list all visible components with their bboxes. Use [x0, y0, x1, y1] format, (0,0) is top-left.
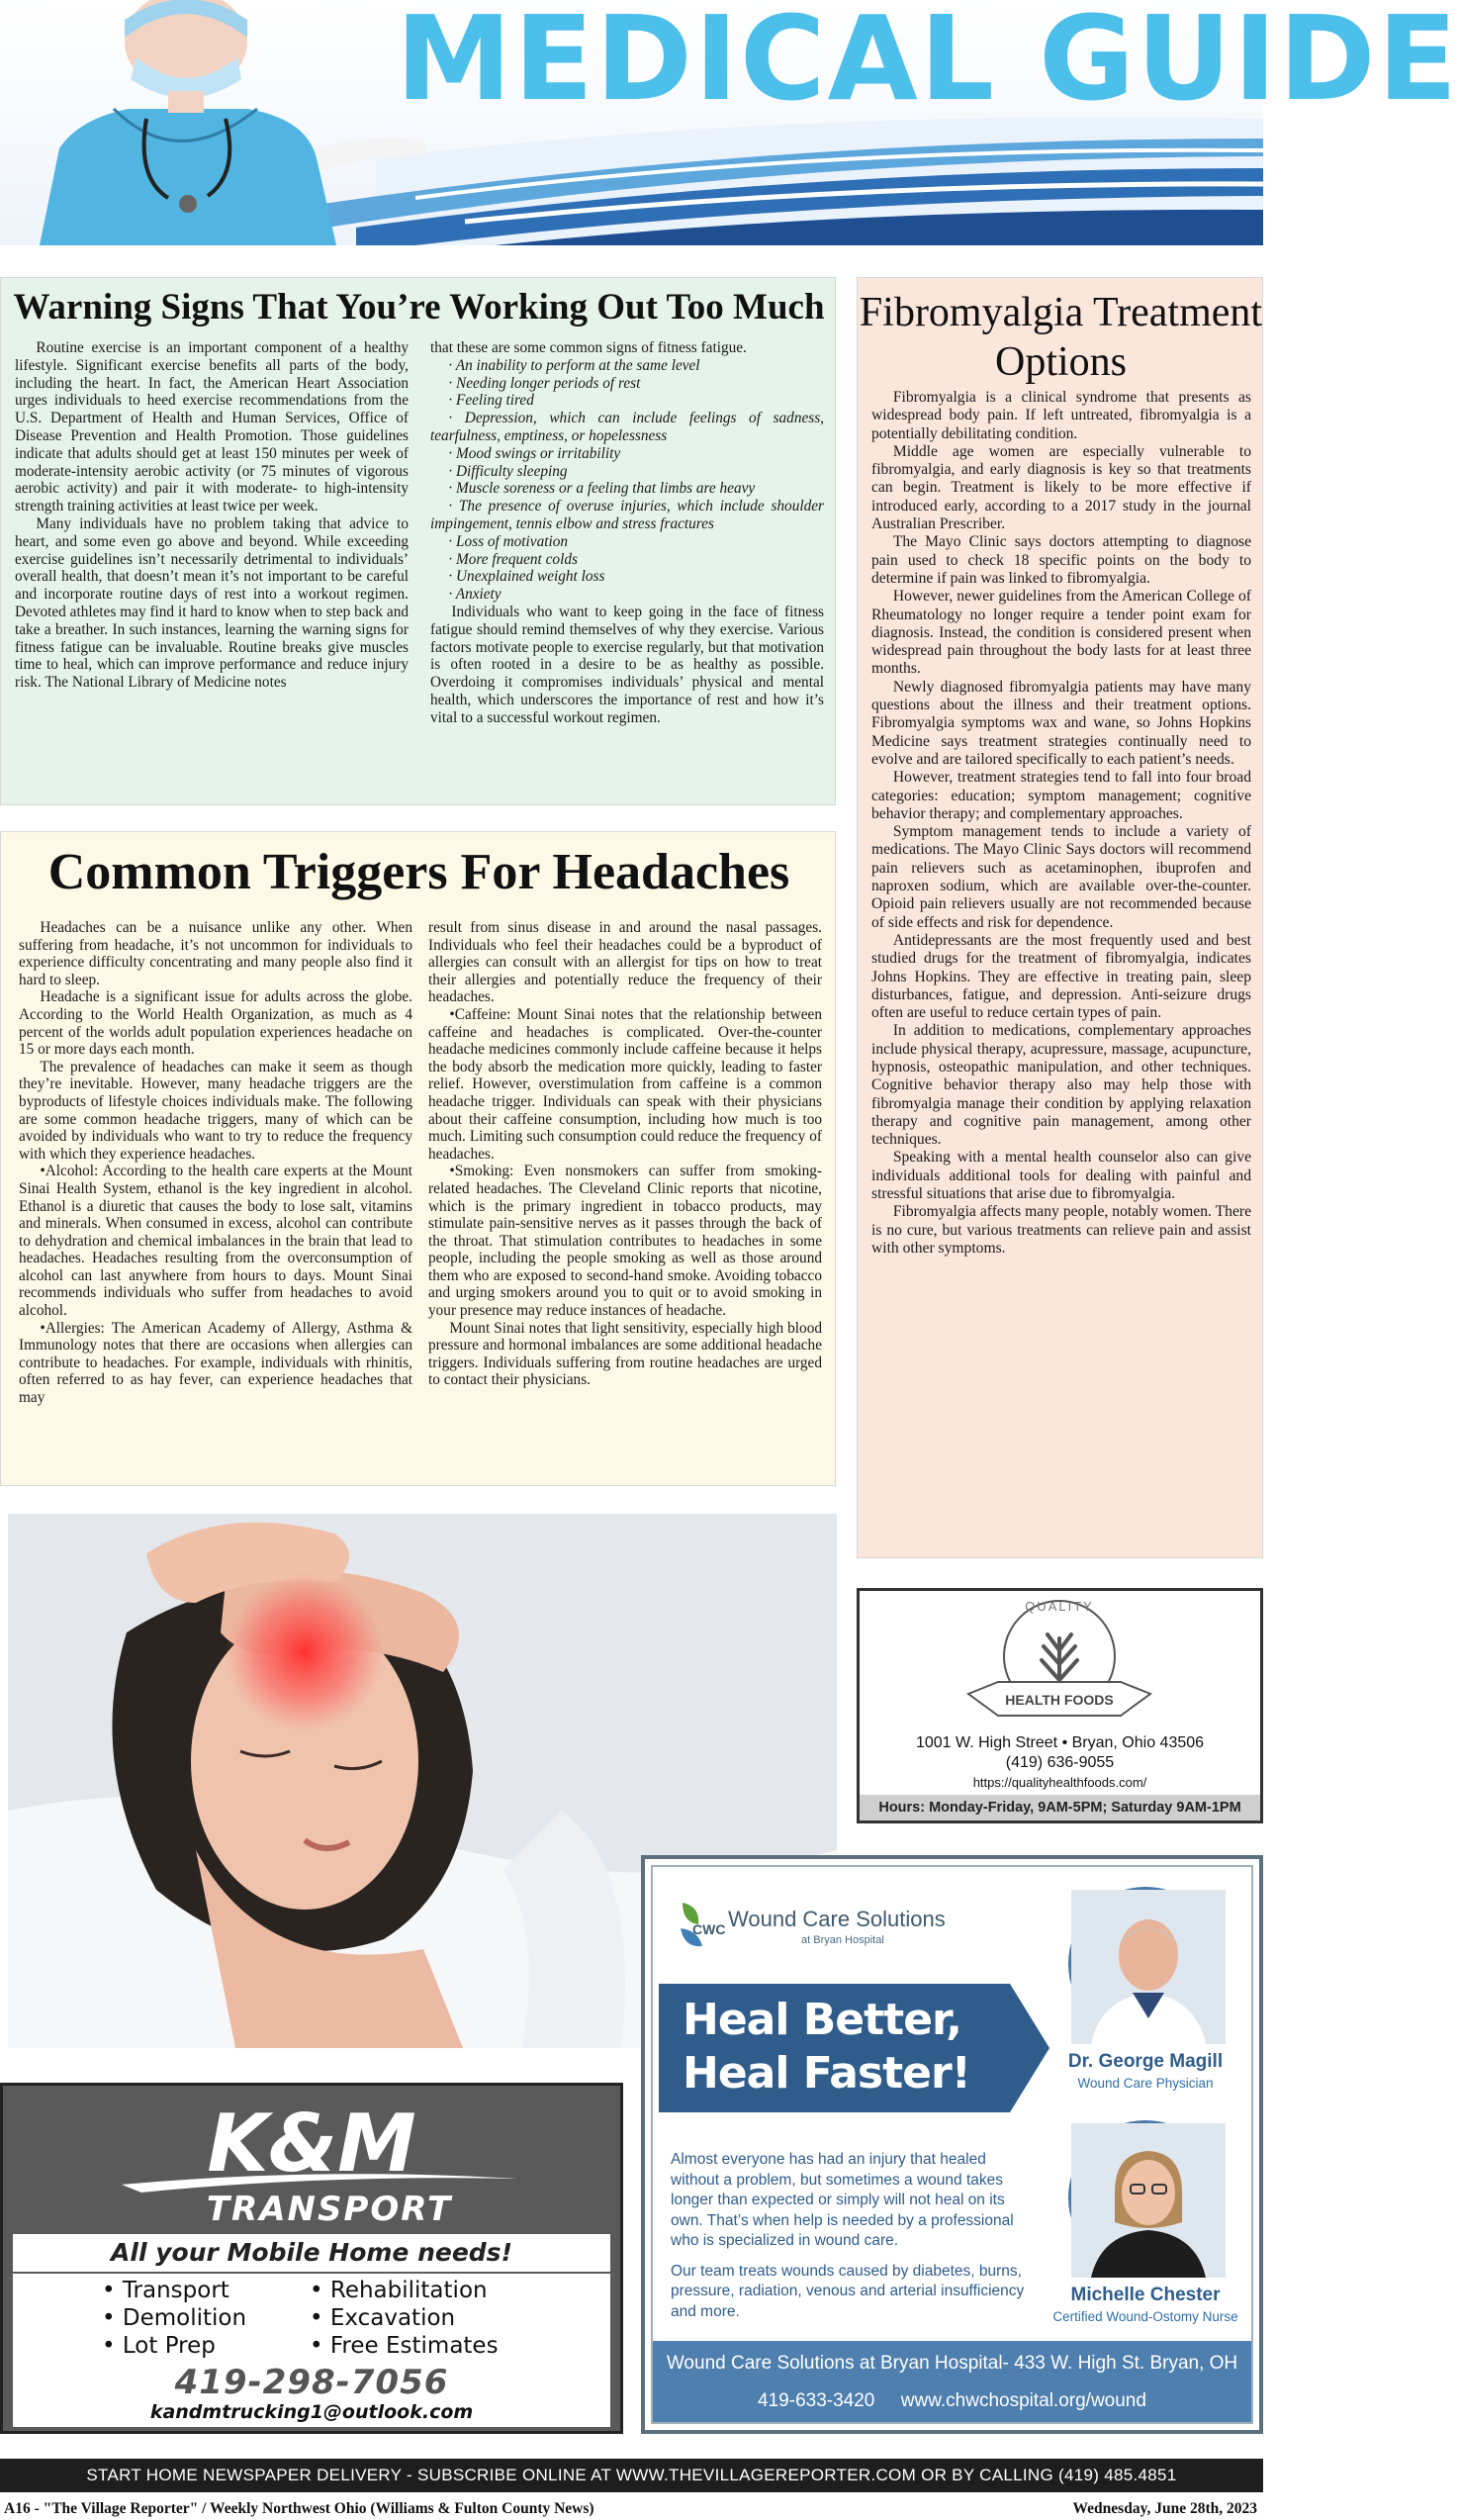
ad-footer-band [653, 2341, 1251, 2422]
paragraph: Mount Sinai notes that light sensitivity, especially high blood pressure and hormonal imbalances are some additional headache triggers. Individuals suffering from routine headaches are urged to contact their physicians. [428, 1319, 822, 1389]
paragraph: In addition to medications, complementary approaches include physical therapy, acupressure, massage, acupuncture, hypnosis, osteopathic manipulation, and other techniques. Cognitive behavior therapy also may help those with fibromyalgia manage their condition by applying relaxation therapy and cognitive pain management, among other techniques. [871, 1022, 1251, 1149]
paragraph: However, newer guidelines from the American College of Rheumatology no longer require a tender point exam for diagnosis. Instead, the condition is considered present when widespread pain throughout the body lasts for at least three months. [871, 588, 1251, 678]
physician-card [1047, 1887, 1244, 2091]
physician-name: Dr. George Magill [1067, 2051, 1224, 2072]
article-headline: Fibromyalgia Treatment Options [859, 290, 1263, 385]
article-column-2 [428, 919, 822, 1407]
paragraph: Our team treats wounds caused by diabetes, burns, pressure, radiation, venous and arterial insufficiency and more. [671, 2262, 1025, 2320]
article-column [871, 389, 1251, 1258]
logo-top-text: QUALITY [1025, 1599, 1094, 1614]
article-headline: Common Triggers For Headaches [47, 844, 790, 900]
page-folio [0, 2497, 1263, 2520]
leaf-logo-icon [673, 1895, 726, 1954]
list-item: · Needing longer periods of rest [448, 374, 641, 392]
headline-line-1: Heal Better, [683, 1995, 961, 2045]
article-columns [19, 919, 822, 1407]
article-fibromyalgia [857, 277, 1263, 1558]
store-address: 1001 W. High Street • Bryan, Ohio 43506 [915, 1734, 1205, 1751]
store-info [860, 1733, 1260, 1793]
km-logo-text: K&M [207, 2098, 416, 2190]
service-item: • Lot Prep [102, 2333, 216, 2359]
list-item: · Difficulty sleeping [448, 462, 568, 480]
wound-care-logo [673, 1895, 946, 1954]
paragraph: Headache is a significant issue for adults across the globe. According to the World Health Organization, as much as 4 percent of the worlds adult population experiences headache on 15 or more days each month. [19, 988, 412, 1059]
ad-headline [683, 1994, 1049, 2100]
paragraph: Antidepressants are the most frequently used and best studied drugs for the treatment of fibromyalgia, indicates Johns Hopkins. They are effective in treating pain, sleep disturbances, fatigue, and depression. Anti-seizure drugs often are useful to reduce certain types of pain. [871, 931, 1251, 1022]
physician-photo [1068, 1887, 1223, 2041]
headline-line-2: Heal Faster! [683, 2048, 970, 2099]
paragraph: Newly diagnosed fibromyalgia patients may have many questions about the illness and their treatment options. Fibromyalgia symptoms wax and wane, so Johns Hopkins Medicine says treatment strategies continually need to evolve and are tailored specifically to each patient’s needs. [871, 678, 1251, 768]
service-item: • Transport [102, 2278, 229, 2303]
article-columns [15, 339, 824, 727]
masthead-title: MEDICAL GUIDE [396, 0, 1459, 127]
wheat-logo-icon [860, 1595, 1260, 1733]
nurse-card [1047, 2120, 1244, 2324]
subscribe-promo-bar: START HOME NEWSPAPER DELIVERY - SUBSCRIBE ONLINE AT WWW.THEVILLAGEREPORTER.COM OR BY CALLING (419) 485.4851 [0, 2459, 1263, 2492]
paragraph: Symptom management tends to include a variety of medications. The Mayo Clinic Says doctors will recommend pain relievers such as acetaminophen, ibuprofen and naproxen sodium, which are available over-the-counter. Opioid pain relievers usually are not recommended because of side effects and risk for dependence. [871, 823, 1251, 931]
nurse-name: Michelle Chester [1070, 2285, 1221, 2305]
paragraph: •Caffeine: Mount Sinai notes that the relationship between caffeine and headaches is complicated. Over-the-counter headache medicines commonly include caffeine because it helps the body absorb the medication more quickly, leading to faster relief. However, overstimulation from caffeine is a common headache trigger. Individuals can speak with their physicians about their caffeine consumption, including how much is too much. Limiting such consumption could reduce the frequency of headaches. [428, 1005, 822, 1163]
list-item: · Depression, which can include feelings of sadness, tearfulness, emptiness, or hopelessness [430, 410, 824, 444]
km-logo [3, 2094, 620, 2232]
brand-subtitle: at Bryan Hospital [801, 1934, 884, 1946]
paragraph: Headaches can be a nuisance unlike any other. When suffering from headache, it’s not uncommon for individuals to experience difficulty concentrating and many people also find it hard to sleep. [19, 919, 412, 988]
store-phone: (419) 636-9055 [1005, 1754, 1115, 1771]
paragraph: Middle age women are especially vulnerable to fibromyalgia, and early diagnosis is key so that treatments can begin. Treatment is likely to be more effective if introduced early, according to a 2017 study in the journal Australian Prescriber. [871, 442, 1251, 533]
footer-contact: 419-633-3420 www.chwchospital.org/wound [758, 2390, 1146, 2411]
ad-quality-health-foods [857, 1588, 1263, 1823]
km-logo-subtext: TRANSPORT [206, 2190, 453, 2229]
km-email[interactable]: kandmtrucking1@outlook.com [149, 2401, 474, 2423]
folio-date: Wednesday, June 28th, 2023 [1072, 2500, 1257, 2517]
list-item: · More frequent colds [448, 550, 578, 568]
paragraph: Individuals who want to keep going in the face of fitness fatigue should remind themselves of why they exercise. Various factors motivate people to exercise regularly, but that motivation is often rooted in a desire to be as healthy as possible. Overdoing it compromises individuals’ physical and mental health, which underscores the importance of rest and how it’s vital to a successful workout regimen. [430, 603, 824, 726]
paragraph: The Mayo Clinic says doctors attempting to diagnose pain used to check 18 specific points on the body to determine if pain was linked to fibromyalgia. [871, 533, 1251, 587]
folio-left: A16 - "The Village Reporter" / Weekly Northwest Ohio (Williams & Fulton County News) [4, 2500, 594, 2517]
km-services [13, 2274, 610, 2427]
ad-km-transport [0, 2083, 623, 2434]
ad-body [671, 2150, 1039, 2332]
store-hours: Hours: Monday-Friday, 9AM-5PM; Saturday 9AM-1PM [860, 1795, 1260, 1820]
brand-name: Wound Care Solutions [728, 1907, 946, 1931]
paragraph: that these are some common signs of fitness fatigue. [430, 339, 747, 356]
km-tagline: All your Mobile Home needs! [13, 2234, 610, 2272]
svg-text:CWC: CWC [692, 1921, 726, 1937]
nurse-illustration [20, 0, 435, 245]
ad-wound-care [641, 1855, 1263, 2434]
article-warning-signs [0, 277, 836, 805]
list-item: · Unexplained weight loss [448, 568, 605, 586]
paragraph: Fibromyalgia is a clinical syndrome that presents as widespread body pain. If left untreated, fibromyalgia is a potentially debilitating condition. [871, 389, 1251, 442]
paragraph: Routine exercise is an important component of a healthy lifestyle. Significant exercise benefits all parts of the body, including the heart. In fact, the American Heart Association urges individuals to heed exercise recommendations from the U.S. Department of Health and Human Services, Office of Disease Prevention and Health Promotion. Those guidelines indicate that adults should get at least 150 minutes per week of moderate-intensity aerobic activity (or 75 minutes of vigorous aerobic activity) and pair it with moderate- to high-intensity strength training activities at least twice per week. [15, 339, 409, 515]
ad-frame [651, 1865, 1253, 2424]
article-headline: Warning Signs That You’re Working Out Too Much [13, 287, 825, 327]
logo-banner-text: HEALTH FOODS [1005, 1692, 1114, 1708]
physician-role: Wound Care Physician [1077, 2076, 1214, 2091]
nurse-photo [1068, 2120, 1223, 2275]
article-headaches [0, 831, 836, 1486]
paragraph: However, treatment strategies tend to fall into four broad categories: education; symptom management; cognitive behavior therapy; and complementary approaches. [871, 769, 1251, 822]
list-item: · Loss of motivation [448, 532, 569, 550]
service-item: • Demolition [102, 2305, 247, 2331]
footer-address: Wound Care Solutions at Bryan Hospital- 433 W. High St. Bryan, OH [666, 2353, 1238, 2374]
paragraph: Fibromyalgia affects many people, notably women. There is no cure, but various treatments can relieve pain and assist with other symptoms. [871, 1203, 1251, 1257]
article-column-1 [19, 919, 412, 1407]
service-item: • Free Estimates [310, 2333, 499, 2359]
paragraph: Many individuals have no problem taking that advice to heart, and some even go above and beyond. While exceeding exercise guidelines isn’t necessarily detrimental to individuals’ overall health, that doesn’t mean it’s not important to be careful and incorporate routine days of rest into a workout regimen. Devoted athletes may find it hard to know when to step back and take a breather. In such instances, learning the warning signs for fitness fatigue can be invaluable. Routine breaks give muscles time to heal, which can improve performance and reduce injury risk. The National Library of Medicine notes [15, 514, 409, 692]
service-item: • Excavation [310, 2305, 456, 2331]
store-url[interactable]: https://qualityhealthfoods.com/ [972, 1775, 1147, 1790]
article-column-1 [15, 339, 409, 727]
article-column-2 [430, 339, 824, 727]
service-item: • Rehabilitation [310, 2278, 488, 2303]
list-item: · The presence of overuse injuries, which include shoulder impingement, tennis elbow and stress fractures [430, 498, 824, 532]
paragraph: The prevalence of headaches can make it seem as though they’re inevitable. However, many headache triggers are the byproducts of lifestyle choices individuals make. The following are some common headache triggers, many of which can be avoided by individuals who want to try to reduce the frequency with which they experience headaches. [19, 1058, 412, 1163]
list-item: · Anxiety [448, 586, 502, 604]
km-phone: 419-298-7056 [174, 2363, 449, 2402]
masthead [0, 0, 1459, 245]
list-item: · Muscle soreness or a feeling that limbs are heavy [448, 480, 756, 498]
paragraph: result from sinus disease in and around the nasal passages. Individuals who feel their headaches could be a byproduct of allergies can consult with an allergist for tips on how to treat their allergies and potentially reduce the frequency of their headaches. [428, 919, 822, 1006]
paragraph: •Allergies: The American Academy of Allergy, Asthma & Immunology notes that there are occasions when allergies can contribute to headaches. For example, individuals with rhinitis, often referred to as hay fever, can experience headaches that may [19, 1319, 412, 1407]
list-item: · Feeling tired [448, 392, 534, 410]
list-item: · An inability to perform at the same level [448, 356, 700, 374]
nurse-role: Certified Wound-Ostomy Nurse [1052, 2309, 1238, 2324]
paragraph: Almost everyone has had an injury that healed without a problem, but sometimes a wound takes longer than expected or simply will not heal on its own. That’s when help is needed by a professional who is specialized in wound care. [671, 2151, 1014, 2249]
paragraph: •Smoking: Even nonsmokers can suffer from smoking-related headaches. The Cleveland Clinic reports that nicotine, which is the primary ingredient in tobacco products, may stimulate pain-sensitive nerves as it passes through the back of the throat. That stimulation contributes to headaches in some people, including the people smoking as well as those around them who are exposed to second-hand smoke. Avoiding tobacco and urging smokers around you to quit or to avoid smoking in your presence may reduce instances of headache. [428, 1163, 822, 1320]
list-item: · Mood swings or irritability [448, 444, 621, 462]
paragraph: Speaking with a mental health counselor also can give individuals additional tools for dealing with painful and stressful situations that arise due to fibromyalgia. [871, 1149, 1251, 1203]
paragraph: •Alcohol: According to the health care experts at the Mount Sinai Health System, ethanol is the key ingredient in alcohol. Ethanol is a diuretic that causes the body to lose salt, vitamins and minerals. When consumed in excess, alcohol can contribute to dehydration and chemical imbalances in the brain that lead to headaches. Headaches resulting from the overconsumption of alcohol can last anywhere from hours to days. Mount Sinai recommends individuals who suffer from headaches to avoid alcohol. [19, 1163, 412, 1320]
